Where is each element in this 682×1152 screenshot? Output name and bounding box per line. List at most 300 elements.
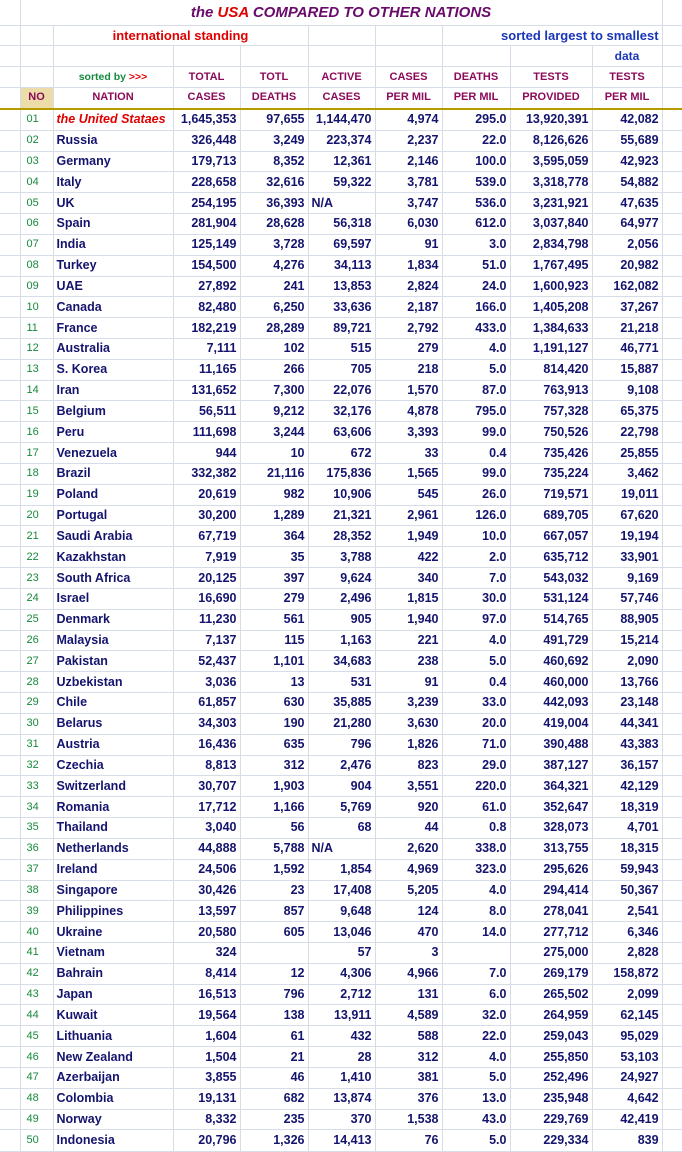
cases-per-mil: 4,974 xyxy=(375,109,442,130)
tests-per-mil: 2,541 xyxy=(592,901,662,922)
deaths-per-mil: 0.4 xyxy=(442,443,510,464)
tests-per-mil: 64,977 xyxy=(592,214,662,235)
nation-name: Colombia xyxy=(53,1088,173,1109)
nation-name: Ireland xyxy=(53,859,173,880)
total-deaths: 5,788 xyxy=(240,838,308,859)
total-cases: 131,652 xyxy=(173,380,240,401)
tests-provided: 3,231,921 xyxy=(510,193,592,214)
active-cases: 9,648 xyxy=(308,901,375,922)
row-number: 12 xyxy=(20,338,53,359)
tests-per-mil: 24,927 xyxy=(592,1067,662,1088)
active-cases: 14,413 xyxy=(308,1130,375,1152)
total-cases: 16,690 xyxy=(173,588,240,609)
deaths-per-mil: 536.0 xyxy=(442,193,510,214)
table-row xyxy=(0,651,682,672)
total-deaths: 1,289 xyxy=(240,505,308,526)
active-cases: 1,410 xyxy=(308,1067,375,1088)
total-cases: 67,719 xyxy=(173,526,240,547)
deaths-per-mil: 7.0 xyxy=(442,963,510,984)
active-cases: 796 xyxy=(308,734,375,755)
row-number: 08 xyxy=(20,255,53,276)
nation-name: UAE xyxy=(53,276,173,297)
row-number: 15 xyxy=(20,401,53,422)
cases-per-mil: 3,239 xyxy=(375,693,442,714)
nation-name: Romania xyxy=(53,797,173,818)
total-cases: 154,500 xyxy=(173,255,240,276)
active-cases: 57 xyxy=(308,943,375,964)
active-cases: 33,636 xyxy=(308,297,375,318)
total-deaths: 97,655 xyxy=(240,109,308,130)
tests-provided: 735,426 xyxy=(510,443,592,464)
total-cases: 3,036 xyxy=(173,672,240,693)
cases-per-mil: 588 xyxy=(375,1026,442,1047)
total-deaths: 312 xyxy=(240,755,308,776)
tests-per-mil: 44,341 xyxy=(592,713,662,734)
tests-provided: 278,041 xyxy=(510,901,592,922)
total-cases: 7,111 xyxy=(173,338,240,359)
total-cases: 11,165 xyxy=(173,359,240,380)
table-row xyxy=(0,755,682,776)
total-deaths: 630 xyxy=(240,693,308,714)
table-row xyxy=(0,588,682,609)
tests-provided: 514,765 xyxy=(510,609,592,630)
total-cases: 24,506 xyxy=(173,859,240,880)
table-row xyxy=(0,609,682,630)
total-deaths xyxy=(240,943,308,964)
nation-name: Czechia xyxy=(53,755,173,776)
cases-per-mil: 1,565 xyxy=(375,463,442,484)
active-cases: 22,076 xyxy=(308,380,375,401)
deaths-per-mil: 3.0 xyxy=(442,234,510,255)
table-row xyxy=(0,151,682,172)
row-number: 49 xyxy=(20,1109,53,1130)
tests-provided: 13,920,391 xyxy=(510,109,592,130)
deaths-per-mil: 99.0 xyxy=(442,463,510,484)
table-row xyxy=(0,234,682,255)
table-row xyxy=(0,172,682,193)
total-cases: 3,855 xyxy=(173,1067,240,1088)
tests-provided: 543,032 xyxy=(510,568,592,589)
nation-name: Brazil xyxy=(53,463,173,484)
total-cases: 332,382 xyxy=(173,463,240,484)
header-tests-per-mil: TESTS xyxy=(592,67,662,88)
active-cases: 2,496 xyxy=(308,588,375,609)
table-row xyxy=(0,276,682,297)
table-row xyxy=(0,1026,682,1047)
tests-per-mil: 4,642 xyxy=(592,1088,662,1109)
nation-name: Japan xyxy=(53,984,173,1005)
cases-per-mil: 124 xyxy=(375,901,442,922)
tests-provided: 460,000 xyxy=(510,672,592,693)
total-cases: 52,437 xyxy=(173,651,240,672)
tests-per-mil: 46,771 xyxy=(592,338,662,359)
active-cases: 2,712 xyxy=(308,984,375,1005)
cases-per-mil: 2,961 xyxy=(375,505,442,526)
nation-name: Russia xyxy=(53,130,173,151)
table-row xyxy=(0,568,682,589)
tests-per-mil: 36,157 xyxy=(592,755,662,776)
total-cases: 179,713 xyxy=(173,151,240,172)
nation-name: Philippines xyxy=(53,901,173,922)
nation-name: Ukraine xyxy=(53,922,173,943)
total-cases: 254,195 xyxy=(173,193,240,214)
tests-per-mil: 57,746 xyxy=(592,588,662,609)
deaths-per-mil: 4.0 xyxy=(442,880,510,901)
deaths-per-mil: 71.0 xyxy=(442,734,510,755)
total-deaths: 32,616 xyxy=(240,172,308,193)
tests-provided: 295,626 xyxy=(510,859,592,880)
total-cases: 27,892 xyxy=(173,276,240,297)
nation-name: Spain xyxy=(53,214,173,235)
tests-per-mil: 2,090 xyxy=(592,651,662,672)
tests-per-mil: 33,901 xyxy=(592,547,662,568)
active-cases: 9,624 xyxy=(308,568,375,589)
tests-per-mil: 22,798 xyxy=(592,422,662,443)
total-deaths: 9,212 xyxy=(240,401,308,422)
row-number: 24 xyxy=(20,588,53,609)
tests-provided: 491,729 xyxy=(510,630,592,651)
nation-name: Indonesia xyxy=(53,1130,173,1152)
active-cases: 34,113 xyxy=(308,255,375,276)
row-number: 35 xyxy=(20,818,53,839)
active-cases: 905 xyxy=(308,609,375,630)
nation-name: Lithuania xyxy=(53,1026,173,1047)
header-tests-provided: TESTS xyxy=(510,67,592,88)
total-deaths: 1,903 xyxy=(240,776,308,797)
tests-provided: 735,224 xyxy=(510,463,592,484)
tests-per-mil: 2,099 xyxy=(592,984,662,1005)
tests-per-mil: 18,315 xyxy=(592,838,662,859)
total-cases: 1,645,353 xyxy=(173,109,240,130)
nation-name: Pakistan xyxy=(53,651,173,672)
table-row xyxy=(0,630,682,651)
total-cases: 30,200 xyxy=(173,505,240,526)
row-number: 39 xyxy=(20,901,53,922)
cases-per-mil: 2,620 xyxy=(375,838,442,859)
nation-name: Iran xyxy=(53,380,173,401)
total-deaths: 1,592 xyxy=(240,859,308,880)
table-row xyxy=(0,1005,682,1026)
nation-name: UK xyxy=(53,193,173,214)
total-cases: 111,698 xyxy=(173,422,240,443)
table-row xyxy=(0,797,682,818)
table-row xyxy=(0,484,682,505)
deaths-per-mil: 126.0 xyxy=(442,505,510,526)
total-cases: 30,707 xyxy=(173,776,240,797)
cases-per-mil: 2,237 xyxy=(375,130,442,151)
nation-name: South Africa xyxy=(53,568,173,589)
total-cases: 56,511 xyxy=(173,401,240,422)
active-cases: 432 xyxy=(308,1026,375,1047)
total-deaths: 4,276 xyxy=(240,255,308,276)
row-number: 42 xyxy=(20,963,53,984)
table-row xyxy=(0,838,682,859)
tests-provided: 667,057 xyxy=(510,526,592,547)
cases-per-mil: 44 xyxy=(375,818,442,839)
row-number: 05 xyxy=(20,193,53,214)
deaths-per-mil: 99.0 xyxy=(442,422,510,443)
tests-per-mil: 47,635 xyxy=(592,193,662,214)
deaths-per-mil: 32.0 xyxy=(442,1005,510,1026)
cases-per-mil: 381 xyxy=(375,1067,442,1088)
cases-per-mil: 312 xyxy=(375,1047,442,1068)
cases-per-mil: 2,187 xyxy=(375,297,442,318)
nation-name: Israel xyxy=(53,588,173,609)
nation-name: Malaysia xyxy=(53,630,173,651)
header-nation: NATION xyxy=(53,87,173,108)
row-number: 07 xyxy=(20,234,53,255)
active-cases: 904 xyxy=(308,776,375,797)
tests-per-mil: 839 xyxy=(592,1130,662,1152)
tests-provided: 442,093 xyxy=(510,693,592,714)
total-deaths: 682 xyxy=(240,1088,308,1109)
deaths-per-mil: 539.0 xyxy=(442,172,510,193)
total-cases: 17,712 xyxy=(173,797,240,818)
cases-per-mil: 2,792 xyxy=(375,318,442,339)
tests-per-mil: 4,701 xyxy=(592,818,662,839)
table-row xyxy=(0,422,682,443)
tests-provided: 1,405,208 xyxy=(510,297,592,318)
active-cases: 28 xyxy=(308,1047,375,1068)
active-cases: 32,176 xyxy=(308,401,375,422)
cases-per-mil: 91 xyxy=(375,234,442,255)
total-deaths: 115 xyxy=(240,630,308,651)
cases-per-mil: 6,030 xyxy=(375,214,442,235)
active-cases: 515 xyxy=(308,338,375,359)
table-row xyxy=(0,547,682,568)
tests-per-mil: 50,367 xyxy=(592,880,662,901)
header-row-top xyxy=(0,67,682,88)
active-cases: 1,163 xyxy=(308,630,375,651)
header-total-deaths: TOTL xyxy=(240,67,308,88)
cases-per-mil: 91 xyxy=(375,672,442,693)
tests-per-mil: 53,103 xyxy=(592,1047,662,1068)
row-number: 45 xyxy=(20,1026,53,1047)
total-deaths: 46 xyxy=(240,1067,308,1088)
table-row xyxy=(0,693,682,714)
total-deaths: 7,300 xyxy=(240,380,308,401)
tests-per-mil: 18,319 xyxy=(592,797,662,818)
nation-name: Belarus xyxy=(53,713,173,734)
nation-name: S. Korea xyxy=(53,359,173,380)
tests-per-mil: 19,194 xyxy=(592,526,662,547)
cases-per-mil: 470 xyxy=(375,922,442,943)
row-number: 01 xyxy=(20,109,53,130)
active-cases: 3,788 xyxy=(308,547,375,568)
tests-per-mil: 3,462 xyxy=(592,463,662,484)
tests-per-mil: 2,828 xyxy=(592,943,662,964)
nation-name: Vietnam xyxy=(53,943,173,964)
data-label: data xyxy=(592,46,662,67)
nation-name: Kazakhstan xyxy=(53,547,173,568)
nation-name: Portugal xyxy=(53,505,173,526)
active-cases: 17,408 xyxy=(308,880,375,901)
total-deaths: 3,728 xyxy=(240,234,308,255)
cases-per-mil: 823 xyxy=(375,755,442,776)
table-row xyxy=(0,109,682,130)
deaths-per-mil: 14.0 xyxy=(442,922,510,943)
tests-provided: 1,767,495 xyxy=(510,255,592,276)
header-no: NO xyxy=(20,87,53,108)
total-cases: 3,040 xyxy=(173,818,240,839)
nation-name: Germany xyxy=(53,151,173,172)
header-per-mil-3: PER MIL xyxy=(592,87,662,108)
active-cases: 705 xyxy=(308,359,375,380)
header-total-cases: TOTAL xyxy=(173,67,240,88)
total-cases: 326,448 xyxy=(173,130,240,151)
nation-name: Belgium xyxy=(53,401,173,422)
nation-name: Peru xyxy=(53,422,173,443)
tests-per-mil: 67,620 xyxy=(592,505,662,526)
cases-per-mil: 3,393 xyxy=(375,422,442,443)
tests-provided: 635,712 xyxy=(510,547,592,568)
nation-name: Denmark xyxy=(53,609,173,630)
tests-provided: 229,334 xyxy=(510,1130,592,1152)
nation-name: Austria xyxy=(53,734,173,755)
table-row xyxy=(0,1067,682,1088)
tests-provided: 255,850 xyxy=(510,1047,592,1068)
deaths-per-mil: 295.0 xyxy=(442,109,510,130)
deaths-per-mil: 2.0 xyxy=(442,547,510,568)
table-row xyxy=(0,943,682,964)
total-cases: 281,904 xyxy=(173,214,240,235)
total-cases: 8,414 xyxy=(173,963,240,984)
nation-name: the United Stataes xyxy=(53,109,173,130)
tests-provided: 750,526 xyxy=(510,422,592,443)
tests-provided: 460,692 xyxy=(510,651,592,672)
cases-per-mil: 545 xyxy=(375,484,442,505)
table-row xyxy=(0,922,682,943)
total-deaths: 1,326 xyxy=(240,1130,308,1152)
row-number: 29 xyxy=(20,693,53,714)
cases-per-mil: 1,834 xyxy=(375,255,442,276)
cases-per-mil: 1,538 xyxy=(375,1109,442,1130)
cases-per-mil: 4,589 xyxy=(375,1005,442,1026)
total-deaths: 635 xyxy=(240,734,308,755)
total-cases: 44,888 xyxy=(173,838,240,859)
active-cases: 223,374 xyxy=(308,130,375,151)
total-deaths: 28,289 xyxy=(240,318,308,339)
cases-per-mil: 1,949 xyxy=(375,526,442,547)
tests-provided: 275,000 xyxy=(510,943,592,964)
tests-per-mil: 25,855 xyxy=(592,443,662,464)
table-row xyxy=(0,1047,682,1068)
cases-per-mil: 1,815 xyxy=(375,588,442,609)
total-deaths: 605 xyxy=(240,922,308,943)
nation-name: Chile xyxy=(53,693,173,714)
total-cases: 20,125 xyxy=(173,568,240,589)
total-cases: 16,513 xyxy=(173,984,240,1005)
row-number: 23 xyxy=(20,568,53,589)
table-row xyxy=(0,214,682,235)
tests-per-mil: 59,943 xyxy=(592,859,662,880)
nation-name: New Zealand xyxy=(53,1047,173,1068)
tests-per-mil: 42,129 xyxy=(592,776,662,797)
active-cases: 21,280 xyxy=(308,713,375,734)
total-deaths: 36,393 xyxy=(240,193,308,214)
total-cases: 8,332 xyxy=(173,1109,240,1130)
total-deaths: 3,249 xyxy=(240,130,308,151)
total-deaths: 190 xyxy=(240,713,308,734)
deaths-per-mil: 87.0 xyxy=(442,380,510,401)
tests-provided: 269,179 xyxy=(510,963,592,984)
tests-provided: 531,124 xyxy=(510,588,592,609)
deaths-per-mil: 166.0 xyxy=(442,297,510,318)
deaths-per-mil: 4.0 xyxy=(442,338,510,359)
total-cases: 7,137 xyxy=(173,630,240,651)
active-cases: 59,322 xyxy=(308,172,375,193)
page-title: the USA COMPARED TO OTHER NATIONS xyxy=(20,0,662,25)
nation-name: Saudi Arabia xyxy=(53,526,173,547)
row-number: 26 xyxy=(20,630,53,651)
tests-per-mil: 55,689 xyxy=(592,130,662,151)
header-per-mil-1: PER MIL xyxy=(375,87,442,108)
deaths-per-mil: 338.0 xyxy=(442,838,510,859)
deaths-per-mil: 26.0 xyxy=(442,484,510,505)
row-number: 18 xyxy=(20,463,53,484)
total-cases: 1,504 xyxy=(173,1047,240,1068)
tests-provided: 364,321 xyxy=(510,776,592,797)
deaths-per-mil: 0.8 xyxy=(442,818,510,839)
row-number: 44 xyxy=(20,1005,53,1026)
total-deaths: 6,250 xyxy=(240,297,308,318)
active-cases: 531 xyxy=(308,672,375,693)
table-row xyxy=(0,1109,682,1130)
total-deaths: 56 xyxy=(240,818,308,839)
nation-name: India xyxy=(53,234,173,255)
total-deaths: 35 xyxy=(240,547,308,568)
tests-per-mil: 9,108 xyxy=(592,380,662,401)
tests-per-mil: 21,218 xyxy=(592,318,662,339)
header-cases-per-mil: CASES xyxy=(375,67,442,88)
nation-name: Uzbekistan xyxy=(53,672,173,693)
total-cases: 20,796 xyxy=(173,1130,240,1152)
tests-per-mil: 15,887 xyxy=(592,359,662,380)
deaths-per-mil: 7.0 xyxy=(442,568,510,589)
table-row xyxy=(0,318,682,339)
active-cases: 13,874 xyxy=(308,1088,375,1109)
tests-provided: 252,496 xyxy=(510,1067,592,1088)
deaths-per-mil: 51.0 xyxy=(442,255,510,276)
nation-name: Norway xyxy=(53,1109,173,1130)
tests-per-mil: 42,923 xyxy=(592,151,662,172)
cases-per-mil: 2,146 xyxy=(375,151,442,172)
cases-per-mil: 422 xyxy=(375,547,442,568)
cases-per-mil: 76 xyxy=(375,1130,442,1152)
deaths-per-mil: 22.0 xyxy=(442,130,510,151)
total-cases: 7,919 xyxy=(173,547,240,568)
cases-per-mil: 33 xyxy=(375,443,442,464)
cases-per-mil: 5,205 xyxy=(375,880,442,901)
nation-name: Azerbaijan xyxy=(53,1067,173,1088)
tests-per-mil: 42,419 xyxy=(592,1109,662,1130)
cases-per-mil: 3,747 xyxy=(375,193,442,214)
total-deaths: 8,352 xyxy=(240,151,308,172)
tests-provided: 328,073 xyxy=(510,818,592,839)
header-deaths-per-mil: DEATHS xyxy=(442,67,510,88)
row-number: 33 xyxy=(20,776,53,797)
tests-per-mil: 95,029 xyxy=(592,1026,662,1047)
total-deaths: 138 xyxy=(240,1005,308,1026)
row-number: 17 xyxy=(20,443,53,464)
deaths-per-mil: 4.0 xyxy=(442,630,510,651)
total-deaths: 21 xyxy=(240,1047,308,1068)
deaths-per-mil: 323.0 xyxy=(442,859,510,880)
active-cases: 69,597 xyxy=(308,234,375,255)
tests-per-mil: 15,214 xyxy=(592,630,662,651)
tests-per-mil: 9,169 xyxy=(592,568,662,589)
total-deaths: 279 xyxy=(240,588,308,609)
